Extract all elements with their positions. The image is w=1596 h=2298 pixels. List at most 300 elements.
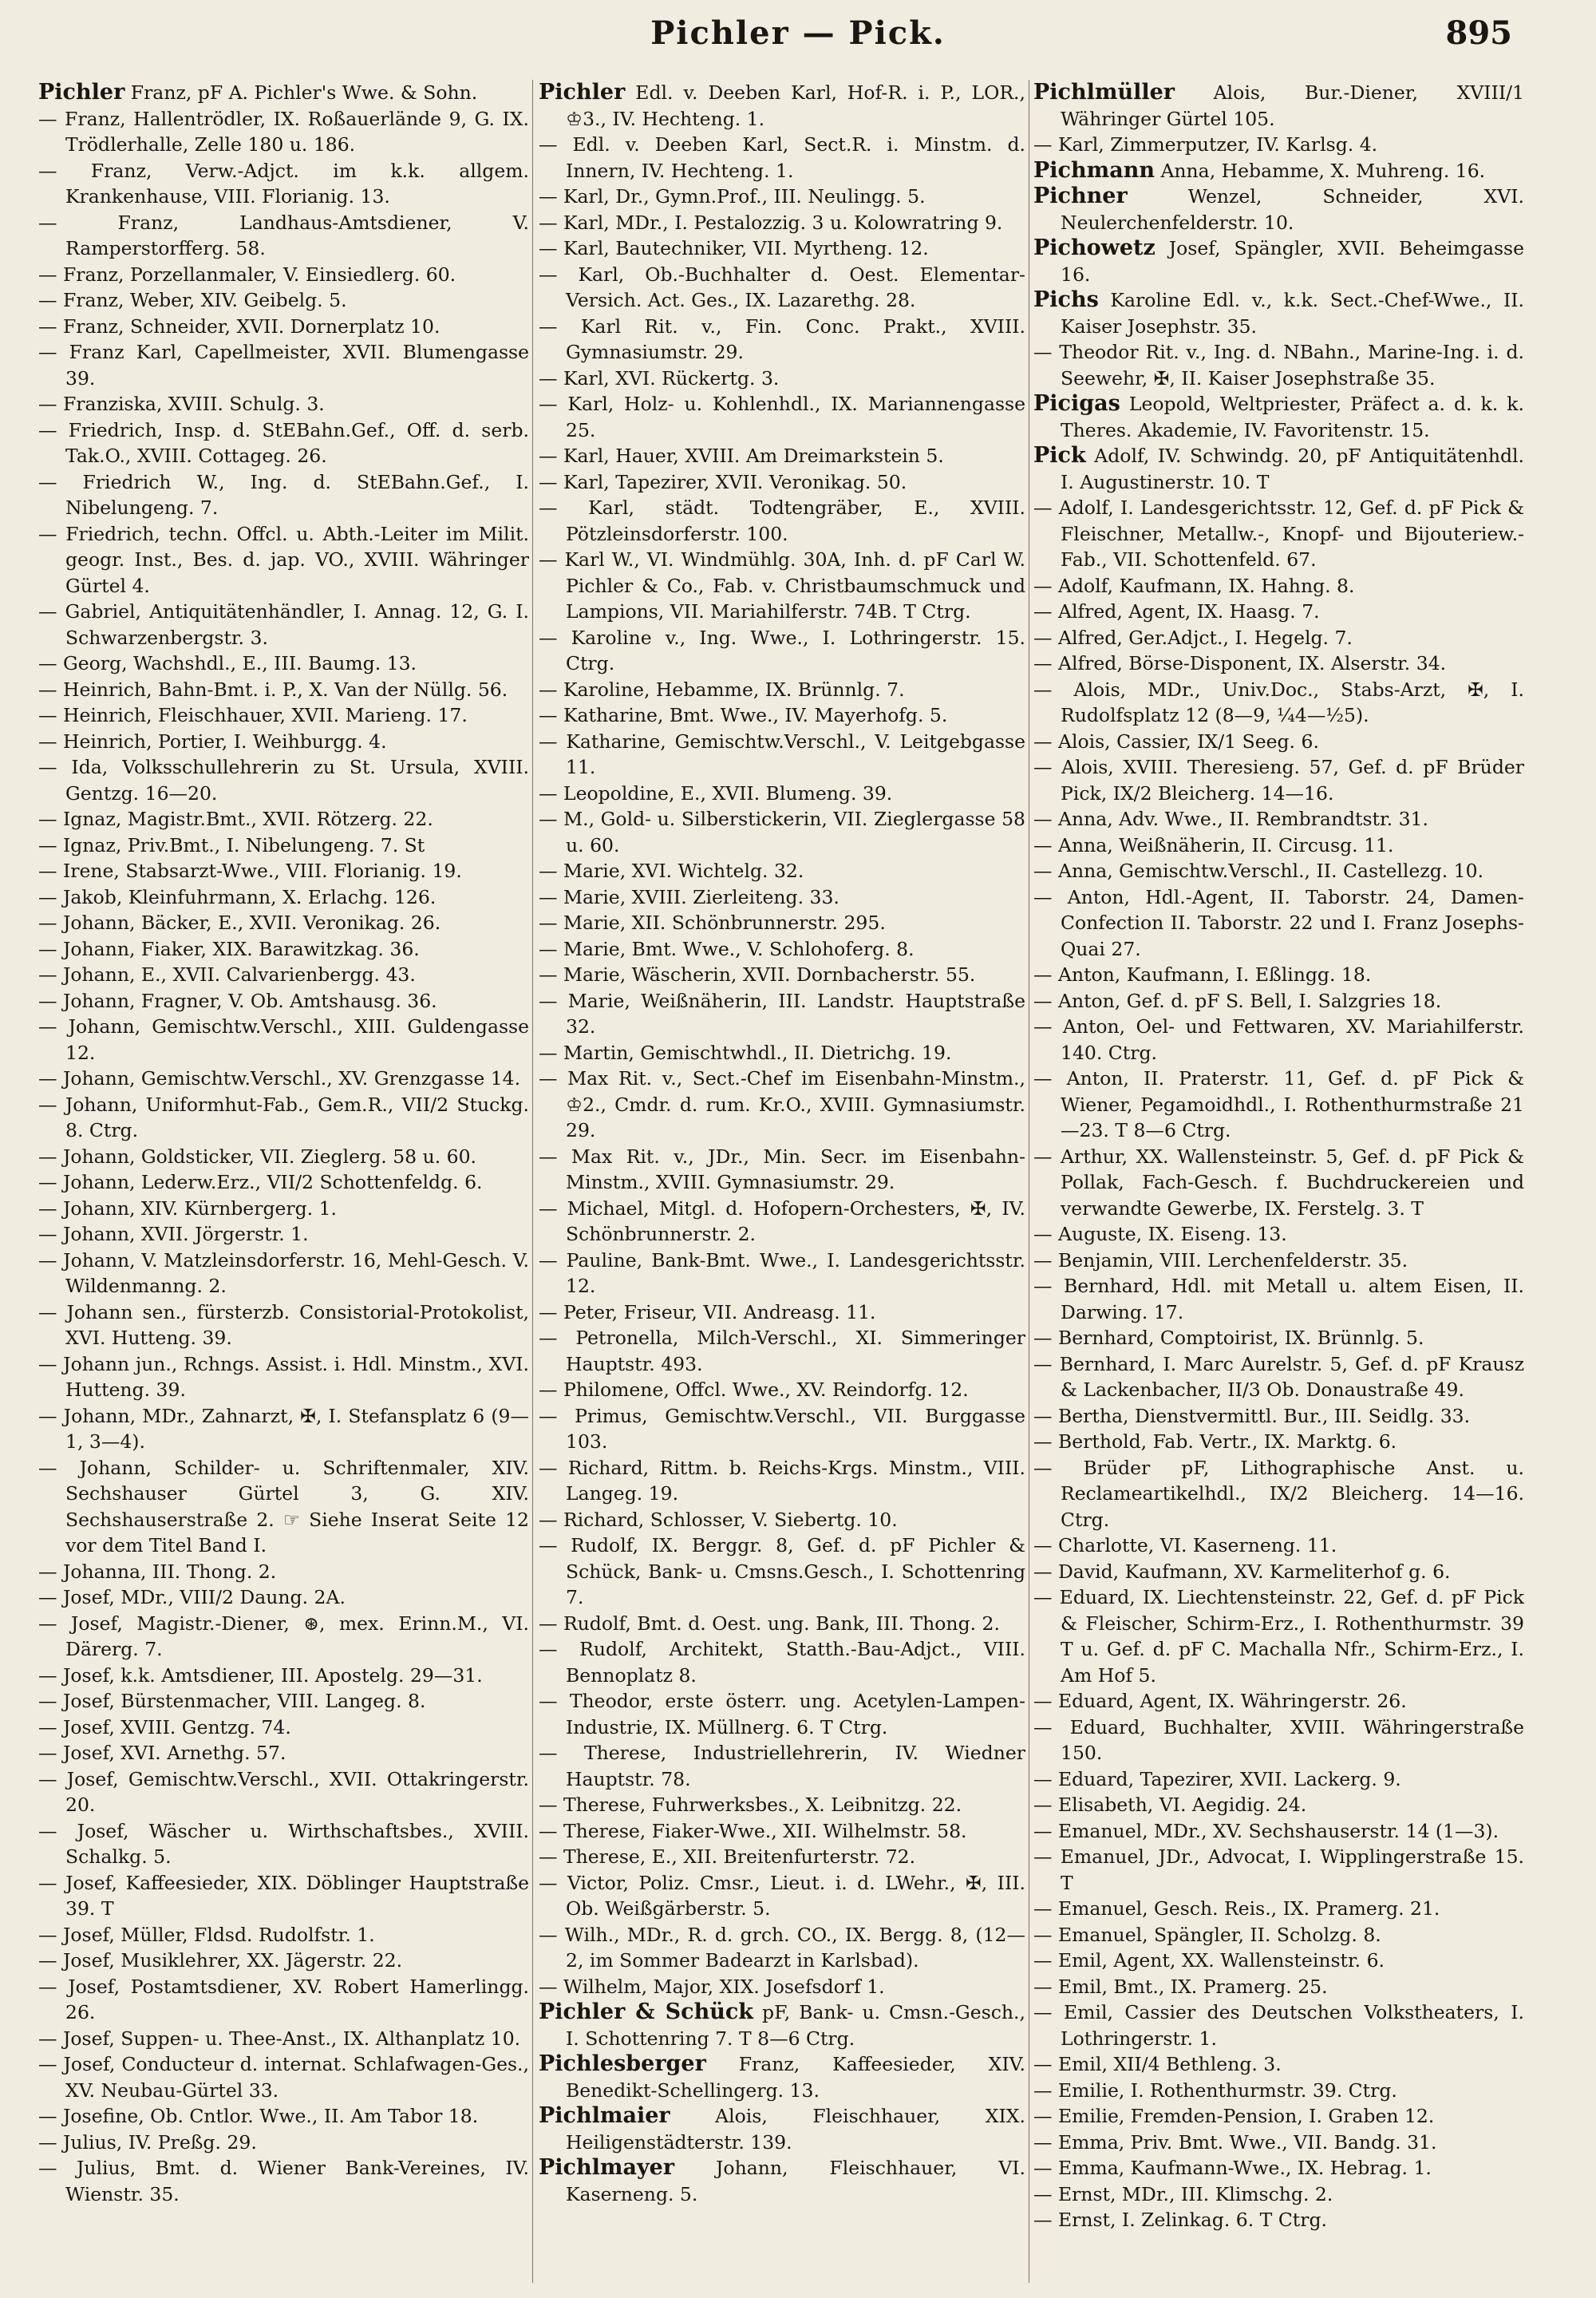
entry-text: — Johann, Fiaker, XIX. Barawitzkag. 36. [38, 937, 420, 960]
directory-entry [1033, 1533, 1524, 1559]
directory-entry [539, 1066, 1025, 1144]
directory-entry [1033, 1818, 1524, 1845]
directory-entry [1033, 1351, 1524, 1403]
entry-text: — Alfred, Börse-Disponent, IX. Alserstr. 34. [1033, 652, 1447, 674]
directory-entry [539, 1196, 1025, 1248]
directory-entry [38, 287, 529, 314]
entry-text: — Eduard, Tapezirer, XVII. Lackerg. 9. [1033, 1767, 1401, 1790]
directory-entry [539, 781, 1025, 807]
directory-entry [38, 391, 529, 417]
directory-entry [539, 1507, 1025, 1533]
directory-entry [38, 962, 529, 988]
directory-entry [1033, 754, 1524, 806]
directory-entry [1033, 132, 1524, 158]
entry-text: — Heinrich, Fleischhauer, XVII. Marieng. 17. [38, 704, 468, 726]
entry-text: Karoline Edl. v., k.k. Sect.-Chef-Wwe., II. Kaiser Josephstr. 35. [1061, 289, 1524, 338]
directory-entry [1033, 884, 1524, 963]
directory-entry [1033, 158, 1524, 184]
entry-text: — David, Kaufmann, XV. Karmeliterhof g. 6. [1033, 1560, 1451, 1583]
entry-text: — Leopoldine, E., XVII. Blumeng. 39. [539, 781, 893, 805]
entry-text: — Marie, Bmt. Wwe., V. Schlohoferg. 8. [539, 937, 915, 960]
entry-text: Josef, Spängler, XVII. Beheimgasse 16. [1061, 237, 1524, 286]
entry-text: — Johanna, III. Thong. 2. [38, 1560, 277, 1583]
directory-entry [539, 729, 1025, 781]
entry-text: — Eduard, Buchhalter, XVIII. Währingerstraße 150. [1033, 1715, 1524, 1764]
entry-text: — Marie, XII. Schönbrunnerstr. 295. [539, 912, 886, 934]
entry-text: — Max Rit. v., JDr., Min. Secr. im Eisenbahn-Minstm., XVIII. Gymnasiumstr. 29. [539, 1145, 1025, 1193]
entry-text: — Josef, Wäscher u. Wirthschaftsbes., XVIII. Schalkg. 5. [38, 1819, 529, 1868]
entry-text: — Karl, Bautechniker, VII. Myrtheng. 12. [539, 237, 929, 259]
directory-entry [539, 910, 1025, 936]
entry-text: — Josef, Müller, Fldsd. Rudolfstr. 1. [38, 1923, 375, 1946]
entry-surname: Pichner [1033, 184, 1128, 208]
directory-entry [1033, 1844, 1524, 1896]
entry-text: — Johann, Schilder- u. Schriftenmaler, XIV. Sechshauser Gürtel 3, G. XIV. Sechshauserstraße 2. ☞ Siehe Inserat Seite 12 vor dem Titel Band I. [38, 1456, 529, 1556]
directory-entry [1033, 573, 1524, 599]
directory-entry [38, 1766, 529, 1818]
entry-text: — Franz, Landhaus-Amtsdiener, V. Ramperstorfferg. 58. [38, 211, 529, 259]
directory-entry [38, 1144, 529, 1170]
directory-entry [1033, 625, 1524, 651]
entry-text: pF, Bank- u. Cmsn.-Gesch., I. Schottenring 7. T 8—6 Ctrg. [566, 2001, 1025, 2050]
directory-entry [539, 1922, 1025, 1974]
entry-text: — Josef, Magistr.-Diener, ⊛, mex. Erinn.M., VI. Därerg. 7. [38, 1612, 529, 1660]
entry-text: — Max Rit. v., Sect.-Chef im Eisenbahn-Minstm., ♔2., Cmdr. d. rum. Kr.O., XVIII. Gymnasiumstr. 29. [539, 1067, 1025, 1141]
directory-entry [38, 1403, 529, 1455]
directory-entry [38, 1818, 529, 1870]
entry-text: — Pauline, Bank-Bmt. Wwe., I. Landesgerichtsstr. 12. [539, 1248, 1025, 1297]
directory-entry [1033, 677, 1524, 729]
entry-text: — Martin, Gemischtwhdl., II. Dietrichg. 19. [539, 1041, 952, 1064]
directory-entry [38, 469, 529, 521]
entry-text: — Theodor Rit. v., Ing. d. NBahn., Marine-Ing. i. d. Seewehr, ✠, II. Kaiser Josephstraße 35. [1033, 341, 1524, 390]
entry-text: — Ida, Volksschullehrerin zu St. Ursula, XVIII. Gentzg. 16—20. [38, 756, 529, 805]
entry-text: — Julius, IV. Preßg. 29. [38, 2130, 257, 2154]
directory-entry [38, 2103, 529, 2130]
entry-text: — Emilie, Fremden-Pension, I. Graben 12. [1033, 2105, 1435, 2127]
directory-entry [1033, 2051, 1524, 2078]
entry-text: — Johann, Gemischtw.Verschl., XV. Grenzgasse 14. [38, 1067, 521, 1090]
directory-entry [38, 1169, 529, 1196]
directory-entry [38, 910, 529, 936]
entry-text: — Josef, Gemischtw.Verschl., XVII. Ottakringerstr. 20. [38, 1767, 529, 1816]
directory-entry [38, 2130, 529, 2156]
directory-entry [539, 1611, 1025, 1637]
entry-text: — Karl, Holz- u. Kohlenhdl., IX. Mariannengasse 25. [539, 393, 1025, 441]
directory-entry [38, 1922, 529, 1948]
directory-entry [1033, 2130, 1524, 2156]
directory-entry [38, 729, 529, 755]
entry-text: — Josef, Postamtsdiener, XV. Robert Hamerlingg. 26. [38, 1975, 529, 2023]
entry-text: — Richard, Rittm. b. Reichs-Krgs. Minstm., VIII. Langeg. 19. [539, 1456, 1025, 1505]
entry-text: — Friedrich, techn. Offcl. u. Abth.-Leiter im Milit. geogr. Inst., Bes. d. jap. VO., XVIII. Währinger Gürtel 4. [38, 522, 529, 597]
directory-entry [1033, 1144, 1524, 1222]
directory-entry [38, 988, 529, 1015]
directory-entry [539, 469, 1025, 496]
directory-entry [539, 1974, 1025, 2000]
entry-text: — Karl, Hauer, XVIII. Am Dreimarkstein 5. [539, 445, 944, 467]
entry-text: — Emanuel, JDr., Advocat, I. Wipplingerstraße 15. T [1033, 1845, 1524, 1894]
directory-entry [539, 132, 1025, 184]
directory-entry [38, 936, 529, 963]
entry-text: — Therese, E., XII. Breitenfurterstr. 72. [539, 1845, 916, 1868]
column-2 [539, 80, 1025, 2283]
directory-entry [38, 314, 529, 340]
entry-text: — Alois, MDr., Univ.Doc., Stabs-Arzt, ✠, I. Rudolfsplatz 12 (8—9, ¼4—½5). [1033, 678, 1524, 726]
entry-text: — Johann, Fragner, V. Ob. Amtshausg. 36. [38, 989, 437, 1012]
entry-text: Wenzel, Schneider, XVI. Neulerchenfelderstr. 10. [1061, 185, 1524, 234]
directory-entry [539, 184, 1025, 210]
entry-text: — Rudolf, IX. Berggr. 8, Gef. d. pF Pichler & Schück, Bank- u. Cmsns.Gesch., I. Schottenring 7. [539, 1534, 1025, 1608]
directory-entry [539, 702, 1025, 729]
directory-entry [38, 1688, 529, 1715]
entry-text: — Franz, Weber, XIV. Geibelg. 5. [38, 289, 347, 311]
entry-text: — Anna, Gemischtw.Verschl., II. Castellezg. 10. [1033, 860, 1484, 882]
entry-text: — Johann, XVII. Jörgerstr. 1. [38, 1223, 309, 1245]
entry-text: — Karoline v., Ing. Wwe., I. Lothringerstr. 15. Ctrg. [539, 626, 1025, 674]
entry-text: — Anton, Kaufmann, I. Eßlingg. 18. [1033, 963, 1372, 986]
entry-text: — Emil, Cassier des Deutschen Volkstheaters, I. Lothringerstr. 1. [1033, 2001, 1524, 2050]
directory-entry [539, 210, 1025, 236]
directory-entry [539, 806, 1025, 858]
entry-text: — Emil, Bmt., IX. Pramerg. 25. [1033, 1975, 1328, 1998]
entry-text: — Ernst, I. Zelinkag. 6. T Ctrg. [1033, 2209, 1328, 2231]
entry-text: — Katharine, Gemischtw.Verschl., V. Leitgebgasse 11. [539, 730, 1025, 778]
entry-text: Alois, Fleischhauer, XIX. Heiligenstädterstr. 139. [566, 2105, 1025, 2154]
entry-text: — Josef, XVI. Arnethg. 57. [38, 1742, 286, 1764]
directory-entry [38, 1870, 529, 1922]
directory-entry [1033, 235, 1524, 287]
entry-text: Franz, Kaffeesieder, XIV. Benedikt-Schellingerg. 13. [566, 2053, 1025, 2102]
entry-surname: Pichmann [1033, 157, 1155, 183]
entry-surname: Pichler [38, 80, 125, 105]
directory-entry [539, 1533, 1025, 1611]
directory-entry [1033, 1922, 1524, 1948]
directory-entry [539, 235, 1025, 262]
directory-entry [1033, 1688, 1524, 1715]
entry-text: — Eduard, IX. Liechtensteinstr. 22, Gef. d. pF Pick & Fleischer, Schirm-Erz., I. Rothenthurmstr. 39 T u. Gef. d. pF C. Machalla Nfr., Schirm-Erz., I. Am Hof 5. [1033, 1586, 1524, 1687]
directory-entry [1033, 599, 1524, 625]
entry-text: — Emanuel, MDr., XV. Sechshauserstr. 14 (1—3). [1033, 1819, 1499, 1842]
directory-entry [1033, 1221, 1524, 1248]
directory-entry [38, 521, 529, 599]
directory-entry [539, 1299, 1025, 1326]
directory-entry [38, 106, 529, 158]
page-header [0, 14, 1596, 62]
directory-entry [539, 443, 1025, 469]
entry-surname: Pichler & Schück [539, 1999, 753, 2024]
directory-entry [1033, 2078, 1524, 2104]
entry-text: — Michael, Mitgl. d. Hofopern-Orchesters, ✠, IV. Schönbrunnerstr. 2. [539, 1196, 1025, 1245]
entry-text: — Julius, Bmt. d. Wiener Bank-Vereines, IV. Wienstr. 35. [38, 2157, 529, 2205]
directory-entry [1033, 1974, 1524, 2000]
directory-entry [1033, 2181, 1524, 2208]
entry-text: — Wilhelm, Major, XIX. Josefsdorf 1. [539, 1975, 885, 1998]
entry-text: — Katharine, Bmt. Wwe., IV. Mayerhofg. 5. [539, 704, 948, 726]
entry-text: — Alfred, Agent, IX. Haasg. 7. [1033, 600, 1320, 623]
entry-surname: Pichowetz [1033, 235, 1156, 260]
entry-text: — Johann, Bäcker, E., XVII. Veronikag. 26. [38, 912, 441, 934]
entry-text: — Johann jun., Rchngs. Assist. i. Hdl. Minstm., XVI. Hutteng. 39. [38, 1352, 529, 1401]
entry-surname: Pichlmaier [539, 2103, 670, 2128]
entry-text: — Josef, MDr., VIII/2 Daung. 2A. [38, 1586, 346, 1608]
directory-entry [539, 1792, 1025, 1818]
entry-text: — Eduard, Agent, IX. Währingerstr. 26. [1033, 1690, 1407, 1712]
entry-text: — Jakob, Kleinfuhrmann, X. Erlachg. 126. [38, 885, 437, 908]
entry-text: — Marie, Wäscherin, XVII. Dornbacherstr. 55. [539, 963, 976, 986]
directory-entry [539, 625, 1025, 677]
directory-entry [1033, 1766, 1524, 1793]
directory-entry [539, 495, 1025, 547]
directory-entry [38, 1092, 529, 1144]
directory-entry [1033, 184, 1524, 235]
directory-entry [38, 417, 529, 469]
entry-text: — Johann, Goldsticker, VII. Zieglerg. 58 u. 60. [38, 1145, 477, 1168]
entry-text: — Josef, Conducteur d. internat. Schlafwagen-Ges., XV. Neubau-Gürtel 33. [38, 2053, 529, 2102]
entry-text: — Anton, Hdl.-Agent, II. Taborstr. 24, Damen-Confection II. Taborstr. 22 und I. Franz Josephs-Quai 27. [1033, 885, 1524, 960]
directory-entry [1033, 651, 1524, 677]
directory-entry [1033, 1325, 1524, 1351]
entry-text: — Johann, XIV. Kürnbergerg. 1. [38, 1196, 338, 1220]
entry-text: — Friedrich W., Ing. d. StEBahn.Gef., I. Nibelungeng. 7. [38, 470, 529, 519]
directory-entry [539, 391, 1025, 443]
entry-surname: Pichlesberger [539, 2051, 706, 2076]
directory-entry [539, 2051, 1025, 2103]
directory-entry [38, 1715, 529, 1741]
entry-text: — Karl, MDr., I. Pestalozzig. 3 u. Kolowratring 9. [539, 211, 1003, 234]
directory-entry [539, 2103, 1025, 2155]
entry-text: — Bernhard, Hdl. mit Metall u. altem Eisen, II. Darwing. 17. [1033, 1275, 1524, 1323]
directory-entry [539, 962, 1025, 988]
entry-text: — Josef, XVIII. Gentzg. 74. [38, 1715, 291, 1738]
entry-text: — Petronella, Milch-Verschl., XI. Simmeringer Hauptstr. 493. [539, 1327, 1025, 1375]
directory-entry [539, 1248, 1025, 1299]
entry-text: — Rudolf, Bmt. d. Oest. ung. Bank, III. Thong. 2. [539, 1612, 1000, 1635]
entry-surname: Pichs [1033, 287, 1099, 312]
directory-entry [38, 1221, 529, 1248]
entry-text: — Johann, Gemischtw.Verschl., XIII. Guldengasse 12. [38, 1015, 529, 1064]
entry-text: — Arthur, XX. Wallensteinstr. 5, Gef. d. pF Pick & Pollak, Fach-Gesch. f. Buchdruckereien und verwandte Gewerbe, IX. Ferstelg. 3. T [1033, 1145, 1524, 1220]
directory-entry [38, 2155, 529, 2207]
entry-text: — Ernst, MDr., III. Klimschg. 2. [1033, 2182, 1333, 2205]
entry-text: — Adolf, Kaufmann, IX. Hahng. 8. [1033, 574, 1355, 597]
entry-text: — Emma, Kaufmann-Wwe., IX. Hebrag. 1. [1033, 2157, 1432, 2179]
entry-text: — Therese, Industriellehrerin, IV. Wiedner Hauptstr. 78. [539, 1742, 1025, 1790]
entry-text: — Karl W., VI. Windmühlg. 30A, Inh. d. pF Carl W. Pichler & Co., Fab. v. Christbaumschmuck und Lampions, VII. Mariahilferstr. 74B. T Ctrg. [539, 548, 1025, 623]
directory-entry [1033, 1014, 1524, 1066]
entry-text: — Bernhard, I. Marc Aurelstr. 5, Gef. d. pF Krausz & Lackenbacher, II/3 Ob. Donaustraße 49. [1033, 1352, 1524, 1401]
entry-text: — Karl, XVI. Rückertg. 3. [539, 366, 780, 390]
directory-entry [539, 1455, 1025, 1507]
entry-text: Alois, Bur.-Diener, XVIII/1 Währinger Gürtel 105. [1061, 81, 1524, 130]
entry-text: — Anna, Adv. Wwe., II. Rembrandtstr. 31. [1033, 808, 1428, 830]
directory-entry [1033, 1792, 1524, 1818]
entry-text: — Anton, Oel- und Fettwaren, XV. Mariahilferstr. 140. Ctrg. [1033, 1015, 1524, 1064]
entry-text: — Franz, Hallentrödler, IX. Roßauerlände 9, G. IX. Trödlerhalle, Zelle 180 u. 186. [38, 107, 529, 156]
entry-surname: Pichlmayer [539, 2155, 675, 2180]
directory-entry [1033, 495, 1524, 573]
directory-entry [1033, 1248, 1524, 1274]
entry-text: — Auguste, IX. Eiseng. 13. [1033, 1223, 1287, 1245]
entry-text: — Theodor, erste österr. ung. Acetylen-Lampen-Industrie, IX. Müllnerg. 6. T Ctrg. [539, 1690, 1025, 1738]
entry-text: — Heinrich, Bahn-Bmt. i. P., X. Van der Nüllg. 56. [38, 678, 508, 701]
entry-text: — Ignaz, Priv.Bmt., I. Nibelungeng. 7. St [38, 833, 425, 856]
directory-entry [38, 1248, 529, 1299]
directory-entry [1033, 2155, 1524, 2181]
directory-entry [1033, 287, 1524, 339]
entry-text: Leopold, Weltpriester, Präfect a. d. k. k. Theres. Akademie, IV. Favoritenstr. 15. [1061, 393, 1524, 441]
directory-entry [539, 314, 1025, 366]
directory-entry [38, 806, 529, 833]
directory-entry [1033, 858, 1524, 884]
directory-entry [539, 1377, 1025, 1403]
entry-text: — Johann, Uniformhut-Fab., Gem.R., VII/2 Stuckg. 8. Ctrg. [38, 1093, 529, 1141]
directory-entry [38, 1196, 529, 1222]
entry-text: — Franz, Verw.-Adjct. im k.k. allgem. Krankenhause, VIII. Florianig. 13. [38, 159, 529, 208]
directory-entry [1033, 1584, 1524, 1688]
directory-entry [38, 2026, 529, 2052]
entry-text: — Benjamin, VIII. Lerchenfelderstr. 35. [1033, 1248, 1408, 1272]
directory-entry [1033, 1948, 1524, 1974]
directory-entry [539, 547, 1025, 625]
entry-text: — Edl. v. Deeben Karl, Sect.R. i. Minstm. d. Innern, IV. Hechteng. 1. [539, 133, 1025, 182]
directory-entry [539, 1325, 1025, 1377]
entry-text: — Bernhard, Comptoirist, IX. Brünnlg. 5. [1033, 1327, 1424, 1349]
entry-surname: Picigas [1033, 391, 1120, 416]
entry-text: — Wilh., MDr., R. d. grch. CO., IX. Bergg. 8, (12—2, im Sommer Badearzt in Karlsbad). [539, 1923, 1025, 1972]
page-number: 895 [1445, 14, 1512, 52]
entry-text: — Emil, Agent, XX. Wallensteinstr. 6. [1033, 1949, 1385, 1972]
entry-text: Franz, pF A. Pichler's Wwe. & Sohn. [124, 81, 478, 104]
directory-entry [38, 1351, 529, 1403]
directory-entry [1033, 2207, 1524, 2233]
entry-text: — Rudolf, Architekt, Statth.-Bau-Adjct., VIII. Bennoplatz 8. [539, 1638, 1025, 1687]
directory-entry [539, 858, 1025, 884]
entry-text: — Alois, Cassier, IX/1 Seeg. 6. [1033, 730, 1319, 753]
directory-entry [38, 1948, 529, 1974]
entry-text: — Georg, Wachshdl., E., III. Baumg. 13. [38, 652, 417, 674]
directory-entry [38, 754, 529, 806]
directory-entry [539, 366, 1025, 392]
directory-entry [38, 1299, 529, 1351]
directory-entry [1033, 443, 1524, 495]
directory-entry [539, 988, 1025, 1040]
directory-entry [539, 884, 1025, 911]
entry-text: — Anton, II. Praterstr. 11, Gef. d. pF Pick & Wiener, Pegamoidhdl., I. Rothenthurmstraße 21—23. T 8—6 Ctrg. [1033, 1067, 1524, 1141]
directory-entry [539, 1144, 1025, 1196]
column-1 [38, 80, 529, 2283]
entry-surname: Pick [1033, 443, 1086, 468]
directory-entry [38, 1584, 529, 1611]
entry-text: — Ignaz, Magistr.Bmt., XVII. Rötzerg. 22. [38, 808, 433, 830]
directory-entry [1033, 1999, 1524, 2051]
entry-text: — Josef, Bürstenmacher, VIII. Langeg. 8. [38, 1690, 426, 1712]
directory-entry [1033, 2103, 1524, 2130]
directory-entry [38, 677, 529, 703]
directory-entry [539, 936, 1025, 963]
entry-text: — Primus, Gemischtw.Verschl., VII. Burggasse 103. [539, 1404, 1025, 1453]
directory-entry [539, 1870, 1025, 1922]
entry-text: — Gabriel, Antiquitätenhändler, I. Annag. 12, G. I. Schwarzenbergstr. 3. [38, 600, 529, 649]
directory-entry [38, 858, 529, 884]
page-title: Pichler — Pick. [650, 14, 946, 52]
directory-entry [539, 1844, 1025, 1870]
directory-entry [1033, 962, 1524, 988]
entry-text: — Karl, Dr., Gymn.Prof., III. Neulingg. 5. [539, 185, 926, 208]
directory-entry [38, 1611, 529, 1663]
entry-text: — Karl, Ob.-Buchhalter d. Oest. Elementar-Versich. Act. Ges., IX. Lazarethg. 28. [539, 263, 1025, 311]
entry-text: — Johann sen., fürsterzb. Consistorial-Protokolist, XVI. Hutteng. 39. [38, 1300, 529, 1349]
entry-text: — Johann, V. Matzleinsdorferstr. 16, Mehl-Gesch. V. Wildenmanng. 2. [38, 1248, 529, 1297]
directory-entry [539, 80, 1025, 132]
entry-text: — Philomene, Offcl. Wwe., XV. Reindorfg. 12. [539, 1378, 969, 1401]
directory-entry [38, 2051, 529, 2103]
entry-text: — Johann, MDr., Zahnarzt, ✠, I. Stefansplatz 6 (9—1, 3—4). [38, 1404, 529, 1453]
entry-text: — M., Gold- u. Silberstickerin, VII. Zieglergasse 58 u. 60. [539, 808, 1025, 856]
entry-text: — Anna, Weißnäherin, II. Circusg. 11. [1033, 833, 1394, 856]
directory-entry [38, 1066, 529, 1092]
entry-text: — Josef, k.k. Amtsdiener, III. Apostelg. 29—31. [38, 1663, 483, 1687]
entry-text: — Bertha, Dienstvermittl. Bur., III. Seidlg. 33. [1033, 1404, 1471, 1427]
directory-entry [38, 1663, 529, 1689]
entry-text: — Franz, Schneider, XVII. Dornerplatz 10. [38, 314, 440, 338]
directory-entry [1033, 1896, 1524, 1922]
entry-text: Edl. v. Deeben Karl, Hof-R. i. P., LOR., ♔3., IV. Hechteng. 1. [566, 81, 1025, 130]
directory-entry [38, 1014, 529, 1066]
entry-surname: Pichler [539, 80, 626, 105]
entry-text: — Josef, Kaffeesieder, XIX. Döblinger Hauptstraße 39. T [38, 1871, 529, 1920]
entry-text: — Emanuel, Gesch. Reis., IX. Pramerg. 21. [1033, 1897, 1440, 1920]
directory-entry [38, 1974, 529, 2026]
entry-text: Anna, Hebamme, X. Muhreng. 16. [1154, 159, 1486, 182]
entry-text: Johann, Fleischhauer, VI. Kaserneng. 5. [566, 2157, 1025, 2205]
directory-entry [539, 1740, 1025, 1792]
directory-entry [38, 702, 529, 729]
entry-text: — Franz Karl, Capellmeister, XVII. Blumengasse 39. [38, 341, 529, 390]
directory-entry [38, 339, 529, 391]
entry-text: — Anton, Gef. d. pF S. Bell, I. Salzgries 18. [1033, 989, 1442, 1012]
directory-entry [1033, 391, 1524, 443]
directory-entry [1033, 1715, 1524, 1766]
entry-text: — Berthold, Fab. Vertr., IX. Marktg. 6. [1033, 1430, 1397, 1453]
directory-entry [539, 262, 1025, 314]
directory-entry [539, 1688, 1025, 1740]
entry-text: — Emilie, I. Rothenthurmstr. 39. Ctrg. [1033, 2078, 1397, 2102]
entry-text: — Karl, Zimmerputzer, IV. Karlsg. 4. [1033, 133, 1378, 156]
entry-text: — Heinrich, Portier, I. Weihburgg. 4. [38, 730, 387, 753]
entry-text: — Friedrich, Insp. d. StEBahn.Gef., Off. d. serb. Tak.O., XVIII. Cottageg. 26. [38, 418, 529, 467]
entry-text: — Therese, Fuhrwerksbes., X. Leibnitzg. 22. [539, 1794, 962, 1816]
directory-entry [1033, 1066, 1524, 1144]
column-3 [1033, 80, 1524, 2283]
entry-text: — Alfred, Ger.Adjct., I. Hegelg. 7. [1033, 626, 1353, 649]
entry-text: — Emma, Priv. Bmt. Wwe., VII. Bandg. 31. [1033, 2130, 1437, 2154]
entry-text: — Victor, Poliz. Cmsr., Lieut. i. d. LWehr., ✠, III. Ob. Weißgärberstr. 5. [539, 1871, 1025, 1920]
entry-text: — Johann, E., XVII. Calvarienbergg. 43. [38, 963, 416, 986]
entry-text: — Marie, XVI. Wichtelg. 32. [539, 860, 804, 882]
directory-entry [539, 1040, 1025, 1066]
entry-text: — Emil, XII/4 Bethleng. 3. [1033, 2053, 1282, 2075]
directory-entry [1033, 1403, 1524, 1430]
directory-entry [539, 1636, 1025, 1688]
entry-text: — Karl, Tapezirer, XVII. Veronikag. 50. [539, 470, 907, 493]
entry-text: Adolf, IV. Schwindg. 20, pF Antiquitätenhdl. I. Augustinerstr. 10. T [1061, 445, 1524, 493]
entry-text: — Emanuel, Spängler, II. Scholzg. 8. [1033, 1923, 1381, 1946]
entry-text: — Karl, städt. Todtengräber, E., XVIII. Pötzleinsdorferstr. 100. [539, 496, 1025, 545]
entry-text: — Josefine, Ob. Cntlor. Wwe., II. Am Tabor 18. [38, 2105, 479, 2127]
directory-entry [1033, 339, 1524, 391]
directory-entry [1033, 1429, 1524, 1455]
